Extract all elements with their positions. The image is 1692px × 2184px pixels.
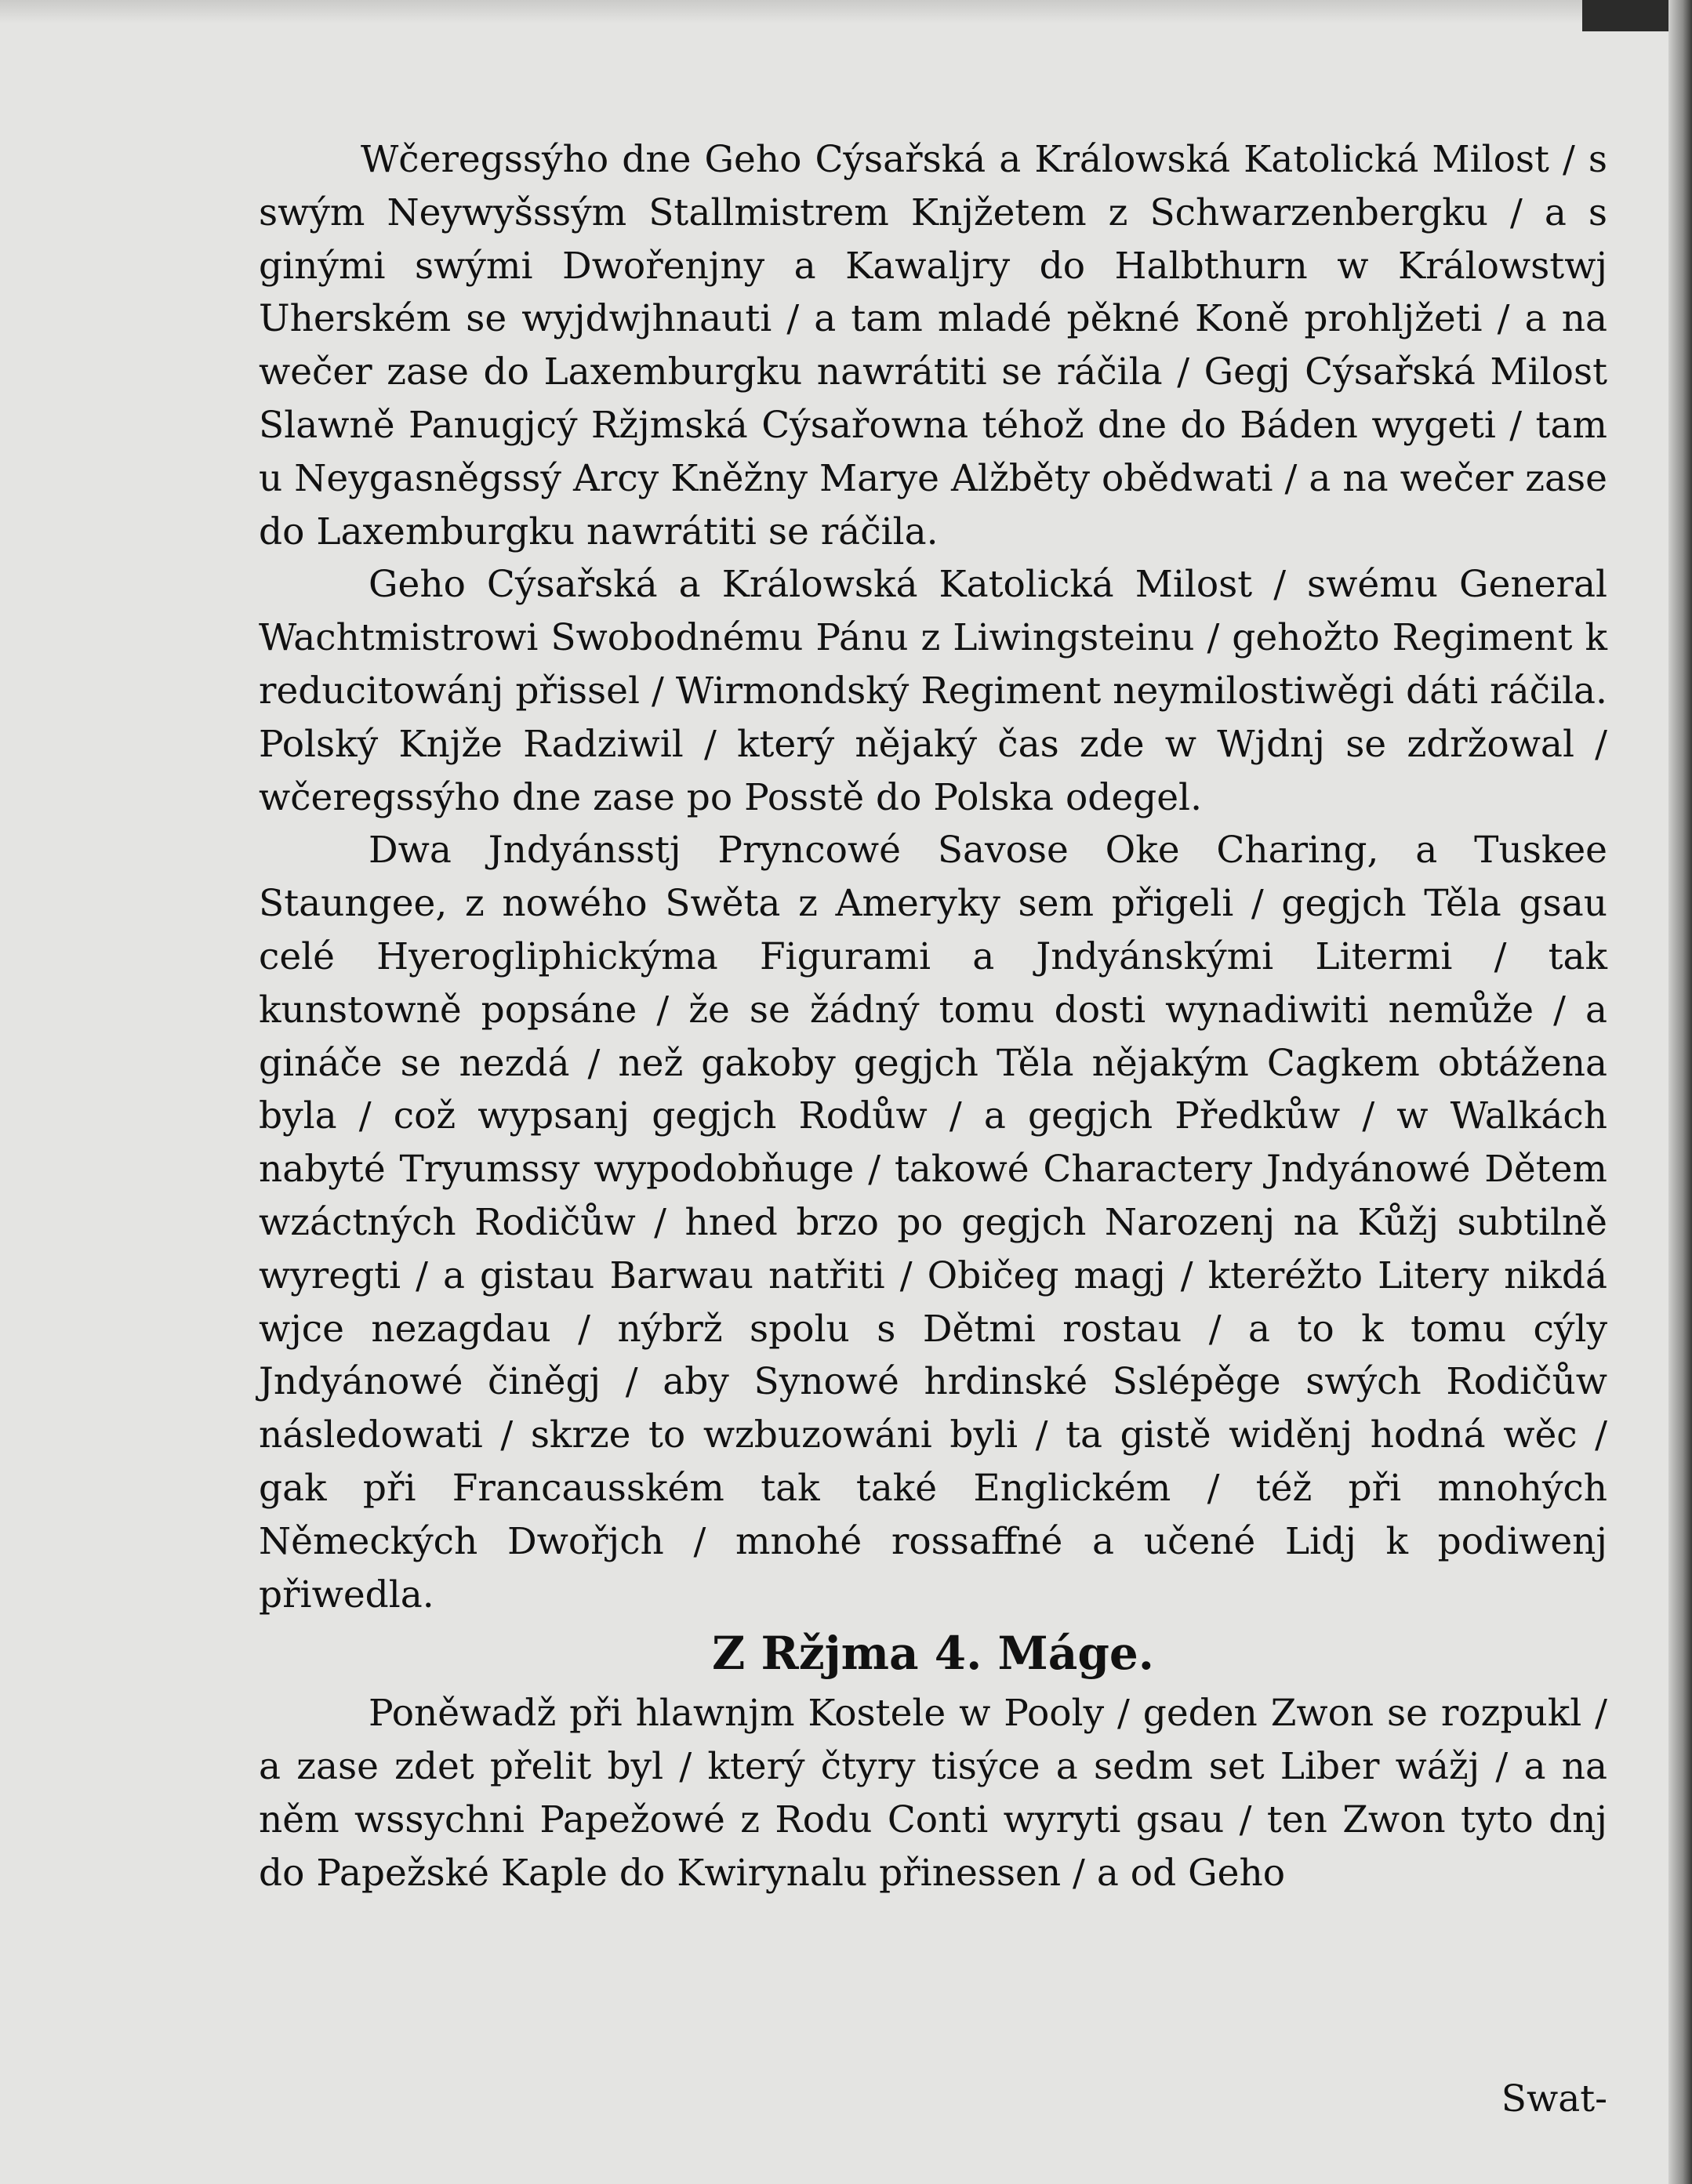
paragraph-4: Poněwadž při hlawnjm Kostele w Pooly / geden Zwon se rozpukl / a zase zdet přelit byl / který čtyry tisýce a sedm set Liber wážj / a na něm wssychni Papežowé z Rodu Conti wyryti gsau / ten Zwon tyto dnj do Papežské Kaple do Kwirynalu přinessen / a od Geho [259, 1692, 1607, 1895]
paragraph-3: Dwa Jndyánsstj Pryncowé Savose Oke Charing, a Tuskee Staungee, z nowého Swěta z Ameryky sem přigeli / gegjch Těla gsau celé Hyerogliphickýma Figurami a Jndyánskými Litermi / tak kunstowně popsáne / že se žádný tomu dosti wynadiwiti nemůže / a gináče se nezdá / než gakoby gegjch Těla nějakým Cagkem obtážena byla / což wypsanj gegjch Rodůw / a gegjch Předkůw / w Walkách nabyté Tryumssy wypodobňuge / takowé Charactery Jndyánowé Dětem wzáctných Rodičůw / hned brzo po gegjch Narozenj na Kůžj subtilně wyregti / a gistau Barwau natřiti / Običeg magj / kteréžto Litery nikdá wjce nezagdau / nýbrž spolu s Dětmi rostau / a to k tomu cýly Jndyánowé činěgj / aby Synowé hrdinské Sslépěge swých Rodičůw následowati / skrze to wzbuzowáni byli / ta gistě widěnj hodná wěc / gak při Francausském tak také Englickém / též při mnohých Německých Dwořjch / mnohé rossaffné a učené Lidj k podiwenj přiwedla. [259, 829, 1607, 1616]
corner-dark-mark [1582, 0, 1668, 31]
catchword: Swat- [1501, 2077, 1607, 2121]
document-page [259, 133, 1607, 2156]
page-top-shadow [0, 0, 1692, 24]
binding-edge [1668, 0, 1692, 2184]
paragraph-1: Wčeregssýho dne Geho Cýsařská a Králowská Katolická Milost / s swým Neywyšssým Stallmistrem Knjžetem z Schwarzenbergku / a s ginými swými Dwořenjny a Kawaljry do Halbthurn w Králowstwj Uherském se wyjdwjhnauti / a tam mladé pěkné Koně prohljžeti / a na wečer zase do Laxemburgku nawrátiti se ráčila / Gegj Cýsařská Milost Slawně Panugjcý Ržjmská Cýsařowna téhož dne do Báden wygeti / tam u Neygasněgssý Arcy Kněžny Marye Alžběty obědwati / a na wečer zase do Laxemburgku nawrátiti se ráčila. [259, 138, 1607, 553]
section-heading: Z Ržjma 4. Máge. [712, 1627, 1154, 1681]
paragraph-2: Geho Cýsařská a Králowská Katolická Milost / swému General Wachtmistrowi Swobodnému Pánu z Liwingsteinu / gehožto Regiment k reducitowánj přissel / Wirmondský Regiment neymilostiwěgi dáti ráčila. Polský Knjže Radziwil / který nějaký čas zde w Wjdnj se zdržowal / wčeregssýho dne zase po Posstě do Polska odegel. [259, 563, 1607, 819]
